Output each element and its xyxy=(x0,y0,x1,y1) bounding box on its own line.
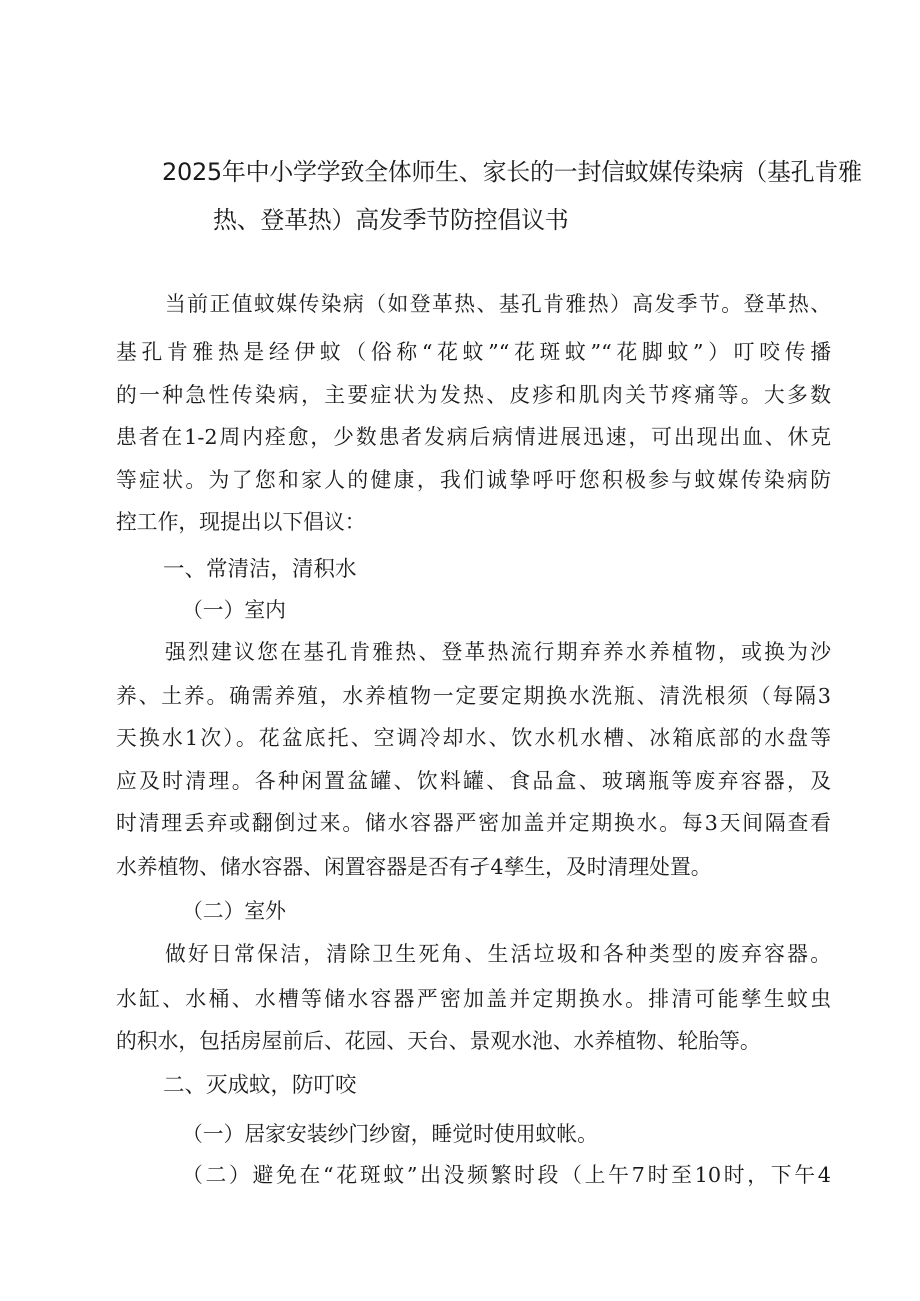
indoor-paragraph-line: 养、土养。确需养殖，水养植物一定要定期换水洗瓶、清洗根须（每隔3 xyxy=(116,684,831,708)
outdoor-paragraph-line: 做好日常保洁，清除卫生死角、生活垃圾和各种类型的废弃容器。 xyxy=(165,942,831,966)
section-2-item-1: （一）居家安装纱门纱窗，睡觉时使用蚊帐。 xyxy=(182,1122,598,1146)
section-2-item-2: （二）避免在“花斑蚊”出没频繁时段（上午7时至10时，下午4 xyxy=(182,1163,831,1187)
intro-paragraph-line: 的一种急性传染病，主要症状为发热、皮疹和肌肉关节疼痛等。大多数 xyxy=(116,383,831,407)
indoor-paragraph-line: 应及时清理。各种闲置盆罐、饮料罐、食品盒、玻璃瓶等废弃容器，及 xyxy=(116,769,831,793)
indoor-paragraph-line: 水养植物、储水容器、闲置容器是否有孑4孳生，及时清理处置。 xyxy=(116,855,712,879)
intro-paragraph-line: 当前正值蚊媒传染病（如登革热、基孔肯雅热）高发季节。登革热、 xyxy=(165,292,831,316)
indoor-paragraph-line: 时清理丢弃或翻倒过来。储水容器严密加盖并定期换水。每3天间隔查看 xyxy=(116,811,831,835)
section-2-heading: 二、灭成蚊，防叮咬 xyxy=(163,1073,357,1098)
section-1-heading: 一、常清洁，清积水 xyxy=(163,557,357,582)
indoor-paragraph-line: 天换水1次）。花盆底托、空调冷却水、饮水机水槽、冰箱底部的水盘等 xyxy=(116,726,831,750)
section-1-sub-1-label: （一）室内 xyxy=(182,598,286,622)
outdoor-paragraph-line: 的积水，包括房屋前后、花园、天台、景观水池、水养植物、轮胎等。 xyxy=(116,1029,761,1053)
document-title-line-2: 热、登革热）高发季节防控倡议书 xyxy=(213,206,569,234)
section-1-sub-2-label: （二）室外 xyxy=(182,899,286,923)
intro-paragraph-line: 控工作，现提出以下倡议： xyxy=(116,510,366,534)
document-title-line-1: 2025年中小学学致全体师生、家长的一封信蚊媒传染病（基孔肯雅 xyxy=(162,158,862,186)
intro-paragraph-line: 患者在1-2周内痊愈，少数患者发病后病情进展迅速，可出现出血、休克 xyxy=(116,425,831,449)
indoor-paragraph-line: 强烈建议您在基孔肯雅热、登革热流行期弃养水养植物，或换为沙 xyxy=(165,640,831,664)
intro-paragraph-line: 等症状。为了您和家人的健康，我们诚挚呼吁您积极参与蚊媒传染病防 xyxy=(116,468,831,492)
outdoor-paragraph-line: 水缸、水桶、水槽等储水容器严密加盖并定期换水。排清可能孳生蚊虫 xyxy=(116,987,831,1011)
intro-paragraph-line: 基孔肯雅热是经伊蚊（俗称“花蚊”“花斑蚊”“花脚蚊”）叮咬传播 xyxy=(116,340,831,364)
